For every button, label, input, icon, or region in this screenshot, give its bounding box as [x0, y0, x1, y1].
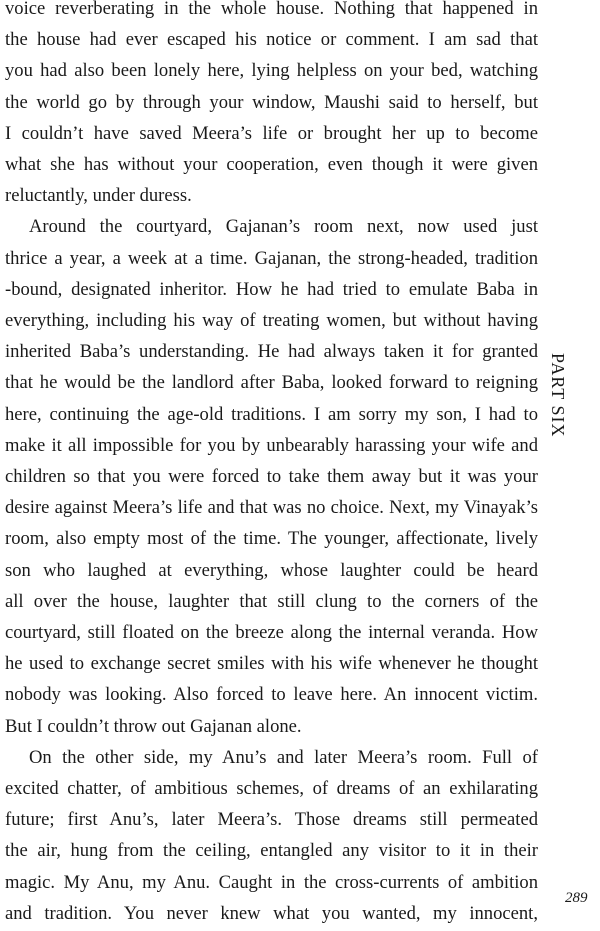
text-line: desire against Meera’s life and that was no choice. Next, my Vinayak’s [5, 497, 538, 519]
text-line: reluctantly, under duress. [5, 185, 192, 207]
text-line: that he would be the landlord after Baba, looked forward to reigning [5, 372, 538, 394]
text-line: excited chatter, of ambitious schemes, of dreams of an exhilarating [5, 778, 538, 800]
text-line: children so that you were forced to take them away but it was your [5, 466, 538, 488]
text-line: room, also empty most of the time. The younger, affectionate, lively [5, 528, 538, 550]
text-line: I couldn’t have saved Meera’s life or brought her up to become [5, 122, 538, 144]
body-text [5, 0, 538, 929]
text-line: the house had ever escaped his notice or comment. I am sad that [5, 29, 538, 51]
text-line: the world go by through your window, Maushi said to herself, but [5, 91, 538, 113]
text-line: everything, including his way of treating women, but without having [5, 310, 538, 332]
text-line: magic. My Anu, my Anu. Caught in the cross-currents of ambition [5, 871, 538, 893]
text-line: all over the house, laughter that still clung to the corners of the [5, 590, 538, 612]
text-line: you had also been lonely here, lying helpless on your bed, watching [5, 60, 538, 82]
text-line: courtyard, still floated on the breeze along the internal veranda. How [5, 622, 538, 644]
text-line: future; first Anu’s, later Meera’s. Those dreams still permeated [5, 809, 538, 831]
text-line: the air, hung from the ceiling, entangled any visitor to it in their [5, 840, 538, 862]
page-number: 289 [565, 890, 588, 906]
text-line: inherited Baba’s understanding. He had always taken it for granted [5, 341, 538, 363]
text-line: On the other side, my Anu’s and later Meera’s room. Full of [29, 746, 538, 768]
text-line: voice reverberating in the whole house. Nothing that happened in [5, 0, 538, 19]
text-line: he used to exchange secret smiles with his wife whenever he thought [5, 653, 538, 675]
running-head: PART SIX [548, 353, 568, 438]
text-line: thrice a year, a week at a time. Gajanan, the strong-headed, tradition [5, 247, 538, 269]
text-line: -bound, designated inheritor. How he had tried to emulate Baba in [5, 278, 538, 300]
text-line: what she has without your cooperation, even though it were given [5, 154, 538, 176]
text-line: here, continuing the age-old traditions. I am sorry my son, I had to [5, 403, 538, 425]
text-line: nobody was looking. Also forced to leave here. An innocent victim. [5, 684, 538, 706]
text-line: son who laughed at everything, whose laughter could be heard [5, 559, 538, 581]
text-line: But I couldn’t throw out Gajanan alone. [5, 715, 302, 737]
text-line: Around the courtyard, Gajanan’s room next, now used just [29, 216, 538, 238]
text-line: make it all impossible for you by unbearably harassing your wife and [5, 434, 538, 456]
text-line: and tradition. You never knew what you wanted, my innocent, [5, 902, 538, 924]
